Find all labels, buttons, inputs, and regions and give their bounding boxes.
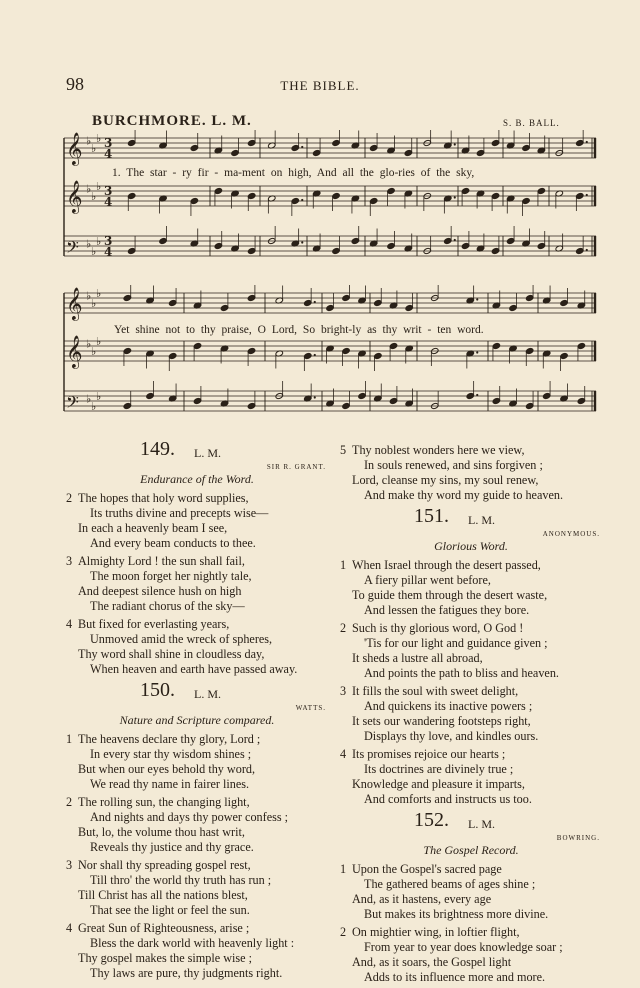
verse-line — [66, 662, 328, 677]
verse-text: And points the path to bliss and heaven. — [364, 666, 559, 680]
verse-text: And lessen the fatigues they bore. — [364, 603, 530, 617]
svg-text:4: 4 — [104, 245, 113, 259]
verse-line — [66, 873, 328, 888]
stanza — [340, 925, 602, 985]
verse-text: And every beam conducts to thee. — [90, 536, 256, 550]
tune-name: BURCHMORE. L. M. — [92, 113, 252, 129]
stanza-number: 4 — [340, 747, 347, 761]
hymn-number: 149. — [140, 438, 175, 460]
verse-line — [340, 621, 602, 636]
verse-line — [340, 762, 602, 777]
verse-text: To guide them through the desert waste, — [352, 588, 548, 602]
verse-text: It sets our wandering footsteps right, — [352, 714, 531, 728]
staff — [64, 335, 596, 371]
verse-line — [66, 584, 328, 599]
flat-icon: ♭ — [86, 134, 92, 148]
verse-text: When Israel through the desert passed, — [352, 558, 541, 572]
treble-clef-icon: 𝄞 — [66, 287, 83, 320]
verse-line — [66, 647, 328, 662]
staff — [64, 381, 596, 416]
verse-text: Almighty Lord ! the sun shall fail, — [78, 554, 245, 568]
flat-icon: ♭ — [86, 182, 92, 196]
verse-line — [340, 955, 602, 970]
svg-text:3: 3 — [104, 136, 113, 150]
hymn-subtitle: The Gospel Record. — [423, 843, 519, 857]
verse-line — [66, 599, 328, 614]
verse-text: Adds to its influence more and more. — [364, 970, 546, 984]
verse-text: And quickens its inactive powers ; — [364, 699, 533, 713]
verse-text: Till Christ has all the nations blest, — [78, 888, 248, 902]
verse-line — [66, 795, 328, 810]
verse-text: But, lo, the volume thou hast writ, — [78, 825, 245, 839]
verse-text: Upon the Gospel's sacred page — [352, 862, 502, 876]
stanza — [340, 684, 602, 744]
verse-text: Nor shall thy spreading gospel rest, — [78, 858, 251, 872]
verse-line — [340, 777, 602, 792]
verse-line — [66, 617, 328, 632]
verse-line — [66, 569, 328, 584]
verse-line — [66, 810, 328, 825]
stanza — [66, 554, 328, 614]
page-number: 98 — [66, 74, 84, 94]
svg-text:3: 3 — [104, 234, 113, 248]
verse-text: On mightier wing, in loftier flight, — [352, 925, 520, 939]
stanza — [66, 491, 328, 551]
stanza — [340, 621, 602, 681]
verse-line — [66, 491, 328, 506]
flat-icon: ♭ — [91, 297, 97, 310]
stanza-number: 2 — [340, 621, 347, 635]
stanza-number: 2 — [340, 925, 347, 939]
verse-line — [66, 888, 328, 903]
left-column — [66, 440, 328, 984]
svg-text:4: 4 — [104, 195, 113, 209]
verse-text: Reveals thy justice and thy grace. — [90, 840, 254, 854]
verse-text: The hopes that holy word supplies, — [78, 491, 249, 505]
verse-line — [66, 554, 328, 569]
verse-text: Its promises rejoice our hearts ; — [352, 747, 506, 761]
verse-line — [340, 940, 602, 955]
verse-text: But makes its brightness more divine. — [364, 907, 549, 921]
verse-text: Thy laws are pure, thy judgments right. — [90, 966, 283, 980]
verse-text: A fiery pillar went before, — [364, 573, 491, 587]
verse-text: But fixed for everlasting years, — [78, 617, 230, 631]
verse-text: Great Sun of Righteousness, arise ; — [78, 921, 250, 935]
flat-icon: ♭ — [86, 392, 92, 406]
verse-line — [66, 762, 328, 777]
verse-text: And nights and days thy power confess ; — [90, 810, 289, 824]
stanza-number: 3 — [66, 858, 73, 872]
verse-line — [340, 603, 602, 618]
flat-icon: ♭ — [91, 142, 97, 155]
hymn-meter: L. M. — [194, 687, 221, 701]
hymn-author: SIR R. GRANT. — [266, 463, 326, 471]
verse-line — [66, 921, 328, 936]
staff — [64, 130, 596, 166]
verse-line — [66, 536, 328, 551]
tune-composer: S. B. BALL. — [503, 118, 560, 128]
flat-icon: ♭ — [91, 345, 97, 358]
verse-text: Bless the dark world with heavenly light : — [90, 936, 295, 950]
flat-icon: ♭ — [96, 235, 102, 248]
verse-line — [66, 936, 328, 951]
verse-line — [340, 892, 602, 907]
verse-text: It fills the soul with sweet delight, — [352, 684, 519, 698]
bass-clef-icon: 𝄢 — [66, 237, 79, 261]
hymn-number: 152. — [414, 809, 449, 831]
verse-line — [340, 558, 602, 573]
verse-text: Till thro' the world thy truth has run ; — [90, 873, 272, 887]
stanza-number: 1 — [340, 558, 347, 572]
hymn-meter: L. M. — [194, 446, 221, 460]
stanza-number: 2 — [66, 795, 73, 809]
staff — [64, 180, 596, 216]
hymn-subtitle: Nature and Scripture compared. — [119, 713, 275, 727]
verse-text: Its doctrines are divinely true ; — [364, 762, 514, 776]
verse-text: That see the light or feel the sun. — [90, 903, 250, 917]
stanza-number: 4 — [66, 921, 73, 935]
hymn-subtitle: Endurance of the Word. — [140, 472, 254, 486]
flat-icon: ♭ — [96, 390, 102, 403]
flat-icon: ♭ — [86, 337, 92, 351]
verse-line — [340, 473, 602, 488]
treble-clef-icon: 𝄞 — [66, 180, 83, 213]
hymn-number: 150. — [140, 679, 175, 701]
hymn-number: 151. — [414, 505, 449, 527]
verse-text: From year to year does knowledge soar ; — [364, 940, 563, 954]
verse-line — [66, 951, 328, 966]
hymn-meter: L. M. — [468, 817, 495, 831]
verse-line — [340, 714, 602, 729]
verse-line — [66, 747, 328, 762]
flat-icon: ♭ — [91, 190, 97, 203]
verse-text: And deepest silence hush on high — [78, 584, 242, 598]
stanza — [340, 558, 602, 618]
verse-text: In every star thy wisdom shines ; — [90, 747, 252, 761]
stanza — [66, 921, 328, 981]
verse-text: In souls renewed, and sins forgiven ; — [364, 458, 543, 472]
stanza — [66, 617, 328, 677]
stanza — [66, 858, 328, 918]
verse-text: It sheds a lustre all abroad, — [352, 651, 483, 665]
verse-line — [66, 825, 328, 840]
flat-icon: ♭ — [91, 245, 97, 258]
verse-line — [340, 970, 602, 985]
verse-line — [66, 777, 328, 792]
stanza-number: 1 — [66, 732, 73, 746]
verse-line — [340, 862, 602, 877]
verse-line — [340, 573, 602, 588]
verse-text: The heavens declare thy glory, Lord ; — [78, 732, 261, 746]
verse-text: Thy noblest wonders here we view, — [352, 443, 525, 457]
verse-text: The moon forget her nightly tale, — [90, 569, 252, 583]
verse-line — [340, 636, 602, 651]
svg-text:3: 3 — [104, 184, 113, 198]
hymn-151 — [340, 507, 602, 807]
staff — [64, 226, 596, 261]
flat-icon: ♭ — [86, 237, 92, 251]
hymn-149-continued — [340, 443, 602, 503]
treble-clef-icon: 𝄞 — [66, 335, 83, 368]
verse-line — [66, 632, 328, 647]
hymn-author: WATTS. — [295, 704, 326, 712]
bass-clef-icon: 𝄢 — [66, 392, 79, 416]
verse-text: Such is thy glorious word, O God ! — [352, 621, 524, 635]
verse-line — [66, 966, 328, 981]
verse-line — [66, 732, 328, 747]
hymn-author: BOWRING. — [556, 834, 600, 842]
verse-text: The rolling sun, the changing light, — [78, 795, 250, 809]
stanza-number: 3 — [66, 554, 73, 568]
verse-line — [340, 925, 602, 940]
hymn-149 — [66, 440, 328, 677]
stanza-number: 1 — [340, 862, 347, 876]
verse-text: And, as it hastens, every age — [352, 892, 492, 906]
verse-text: But when our eyes behold thy word, — [78, 762, 256, 776]
verse-line — [66, 506, 328, 521]
verse-line — [66, 840, 328, 855]
verse-text: And, as it soars, the Gospel light — [352, 955, 512, 969]
verse-line — [340, 699, 602, 714]
hymn-subtitle: Glorious Word. — [434, 539, 508, 553]
stanza — [340, 443, 602, 503]
verse-line — [340, 651, 602, 666]
stanza — [66, 795, 328, 855]
lyrics-system-2: Yet shine not to thy praise, O Lord, So bright-ly as thy writ - ten word. — [114, 324, 484, 336]
verse-text: Thy word shall shine in cloudless day, — [78, 647, 265, 661]
verse-text: Displays thy love, and kindles ours. — [364, 729, 539, 743]
stanza — [66, 732, 328, 792]
verse-text: In each a heavenly beam I see, — [78, 521, 228, 535]
verse-text: And comforts and instructs us too. — [364, 792, 532, 806]
verse-text: Its truths divine and precepts wise— — [90, 506, 269, 520]
verse-line — [340, 458, 602, 473]
stanza-number: 4 — [66, 617, 73, 631]
flat-icon: ♭ — [96, 335, 102, 348]
flat-icon: ♭ — [96, 287, 102, 300]
staff — [64, 285, 596, 321]
verse-text: And make thy word my guide to heaven. — [364, 488, 564, 502]
verse-text: Unmoved amid the wreck of spheres, — [90, 632, 273, 646]
verse-text: The radiant chorus of the sky— — [90, 599, 245, 613]
verse-line — [340, 443, 602, 458]
verse-line — [340, 684, 602, 699]
flat-icon: ♭ — [91, 400, 97, 413]
verse-line — [340, 877, 602, 892]
verse-line — [340, 792, 602, 807]
music-system-1 — [60, 130, 600, 275]
hymn-152 — [340, 811, 602, 985]
verse-line — [340, 488, 602, 503]
flat-icon: ♭ — [96, 180, 102, 193]
verse-line — [66, 903, 328, 918]
verse-text: When heaven and earth have passed away. — [90, 662, 298, 676]
verse-line — [340, 588, 602, 603]
right-column — [340, 443, 602, 988]
verse-line — [66, 521, 328, 536]
lyrics-system-1: 1. The star - ry fir - ma-ment on high, And all the glo-ries of the sky, — [112, 167, 475, 179]
verse-line — [340, 729, 602, 744]
verse-line — [340, 747, 602, 762]
svg-text:4: 4 — [104, 147, 113, 161]
stanza-number: 2 — [66, 491, 73, 505]
hymn-meter: L. M. — [468, 513, 495, 527]
stanza — [340, 747, 602, 807]
verse-text: We read thy name in fairer lines. — [90, 777, 250, 791]
verse-text: The gathered beams of ages shine ; — [364, 877, 536, 891]
treble-clef-icon: 𝄞 — [66, 132, 83, 165]
verse-text: Thy gospel makes the simple wise ; — [78, 951, 252, 965]
stanza-number: 3 — [340, 684, 347, 698]
verse-line — [340, 666, 602, 681]
running-head: THE BIBLE. — [280, 78, 360, 93]
music-system-2 — [60, 285, 600, 430]
flat-icon: ♭ — [96, 132, 102, 145]
hymn-author: ANONYMOUS. — [542, 530, 600, 538]
verse-text: 'Tis for our light and guidance given ; — [364, 636, 548, 650]
flat-icon: ♭ — [86, 289, 92, 303]
verse-text: Lord, cleanse my sins, my soul renew, — [352, 473, 539, 487]
hymn-150 — [66, 681, 328, 981]
stanza — [340, 862, 602, 922]
verse-text: Knowledge and pleasure it imparts, — [352, 777, 525, 791]
verse-line — [340, 907, 602, 922]
verse-line — [66, 858, 328, 873]
stanza-number: 5 — [340, 443, 347, 457]
